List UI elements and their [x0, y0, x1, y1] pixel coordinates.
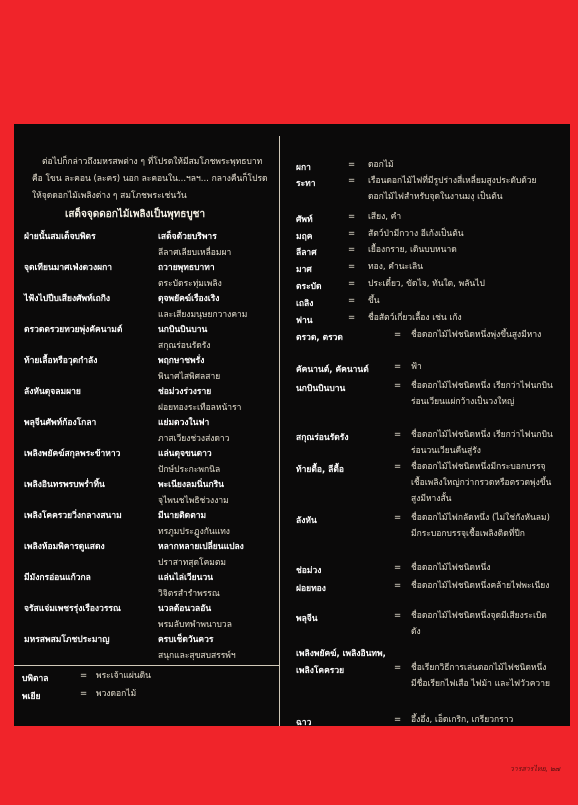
verse-second-half: แล่นดุจขนดาว — [158, 449, 212, 459]
verse-second-half: จุไพนชไพธิช่วงงาม — [158, 495, 229, 506]
verse-first-half: เพลิงโคครวยวิ่งกลางสนาม — [24, 511, 122, 521]
glossary-equals: = — [394, 381, 402, 391]
verse-first-half: จุดเทียนมาศเฟ่งดวงผกา — [24, 263, 112, 273]
verse-first-half: พลุจีนศัพท์ก้องโกลา — [24, 418, 97, 428]
verse-second-half: ครบเช็ดวันควร — [158, 635, 214, 645]
glossary-term: บพิตาล — [22, 674, 49, 684]
glossary-equals: = — [394, 330, 402, 340]
glossary-equals: = — [348, 296, 356, 306]
verse-second-half: สนุกและสุขสบสรรพ์ฯ — [158, 650, 236, 661]
glossary-term: เพลิงโคครวย — [296, 666, 345, 676]
glossary-definition: ชื่อดอกไม้ไฟกลัดหนึ่ง (ไม่ใช่กังหันลม) มีกระบอกบรรจุเชื้อเพลิงติดที่ปีก — [411, 513, 550, 539]
glossary-equals: = — [394, 611, 402, 621]
glossary-definition: ชื่อดอกไม้ไฟชนิดหนึ่ง เรียกว่าไฟนกบินร่อนวนเวียนคืนสู่รัง — [411, 430, 553, 456]
glossary-definition: ฟ้า — [411, 362, 422, 372]
glossary-definition: ชื่อดอกไม้ไฟชนิดหนึ่งคล้ายไฟพะเนียง — [411, 581, 550, 591]
glossary-term: เถลิง — [296, 299, 314, 309]
glossary-term: ศัพท์ — [296, 215, 313, 225]
left-glossary-divider — [14, 665, 279, 666]
glossary-equals: = — [394, 430, 402, 440]
glossary-term: ฝอยทอง — [296, 584, 326, 594]
glossary-definition: ชื่อสัตว์เกี่ยวเลื้อง เช่น เก้ง — [368, 313, 462, 323]
verse-first-half: เพลิงห้อมพิคารดูแสดง — [24, 542, 105, 552]
verse-second-half: นวลต้อนวลอัน — [158, 604, 212, 614]
verse-second-half: ลีลาศเลียบเหลื่อมผา — [158, 247, 232, 258]
glossary-definition: เสียง, คำ — [368, 212, 402, 222]
glossary-term: สกุณร่อนรัดรัง — [296, 433, 349, 443]
glossary-definition: ขึ้น — [368, 296, 380, 306]
glossary-term: ผกา — [296, 163, 311, 173]
glossary-equals: = — [394, 663, 402, 673]
glossary-equals: = — [348, 229, 356, 239]
verse-second-half: เสด็จด้วยบริพาร — [158, 232, 217, 242]
verse-first-half: ตรวดตรวยทวยพุ่งคัคนามต์ — [24, 325, 123, 335]
glossary-definition: ดอกไม้ — [368, 160, 394, 170]
glossary-term: ระทา — [296, 179, 316, 189]
glossary-definition: ประเดี๋ยว, ขัดไจ, ทันใด, พลันไป — [368, 279, 485, 289]
glossary-equals: = — [80, 689, 88, 699]
verse-second-half: แย่มดวงในฟา — [158, 418, 210, 428]
glossary-equals: = — [80, 671, 88, 681]
verse-second-half: ปราสาทสุดโคมตม — [158, 557, 226, 568]
verse-second-half: นกบินบินบาน — [158, 325, 208, 335]
glossary-term: เพลิงพยัคฆ์, เพลิงอินทพ, — [296, 649, 386, 659]
glossary-definition: อึ้งอึ่ง, เอ็ดเกริก, เกรียวกราว — [411, 715, 514, 725]
verse-second-half: มีนายติดตาม — [158, 511, 207, 521]
verse-second-half: ตระบัดระทุ่มเพลิง — [158, 278, 222, 289]
glossary-definition: ชื่อเรียกวิธีการเล่นดอกไม้ไฟชนิดหนึ่งมีชื่อเรียกไฟเสือ ไฟม้า และไฟวัวควาย — [411, 663, 550, 689]
glossary-equals: = — [394, 581, 402, 591]
verse-first-half: เพลิงพยัคฆ์สกุลพระข้าหาว — [24, 449, 121, 459]
glossary-definition: พระเจ้าแผ่นดิน — [96, 671, 151, 681]
glossary-equals: = — [394, 362, 402, 372]
glossary-term: ลังหัน — [296, 516, 317, 526]
section-heading: เสด็จจุดดอกไม้เพลิงเป็นพุทธบูชา — [65, 209, 206, 220]
glossary-equals: = — [348, 176, 356, 186]
glossary-term: นกบินบินบาน — [296, 384, 346, 394]
verse-second-half: ภาสเวียงช่วงส่งดาว — [158, 433, 230, 444]
glossary-equals: = — [348, 313, 356, 323]
glossary-term: คัคนานต์, คัคนานต์ — [296, 365, 369, 375]
verse-second-half: สกุณร่อนรัดรัง — [158, 340, 211, 351]
glossary-equals: = — [348, 245, 356, 255]
glossary-definition: ชื่อดอกไม้ไฟชนิดหนึ่งจุดมีเสียงระเบิดดัง — [411, 611, 547, 637]
glossary-definition: ชื่อดอกไม้ไฟชนิดหนึ่ง เรียกว่าไฟนกบินร่อนเวียนแผ่กว้างเป็นวงใหญ่ — [411, 381, 553, 407]
glossary-term: มาศ — [296, 265, 312, 275]
verse-first-half: มหรสพสมโภชประมาญ — [24, 635, 110, 645]
glossary-term: ตรวด, ตรวด — [296, 333, 343, 343]
verse-second-half: พินาศไสพิศลสาย — [158, 371, 221, 382]
verse-second-half: ดุจพยัคฆ์เรืองเริง — [158, 294, 220, 304]
glossary-definition: พวงดอกไม้ — [96, 689, 137, 699]
verse-second-half: หลากหลายเปลี่ยนแปลง — [158, 542, 244, 552]
verse-first-half: ฝ่ายนั้นสมเด็จบพิตร — [24, 232, 96, 242]
verse-first-half: ท้ายเลื้อหรือวุดกำลัง — [24, 356, 98, 366]
glossary-equals: = — [348, 279, 356, 289]
glossary-term: มฤค — [296, 232, 313, 242]
verse-second-half: แล่นไล่เวียนวน — [158, 573, 214, 583]
intro-paragraph: ต่อไปก็กล่าวถึงมหรสพต่าง ๆ ที่โปรดให้มีสมโภชพระพุทธบาท คือ โขน ละคอน (ละคร) นอก ละคอนใน...ฯลฯ... กลางคืนก็โปรดให้จุดดอกไม้เพลิงต่าง ๆ สมโภชพระเช่นวัน — [32, 157, 268, 201]
verse-second-half: และเสียงมนุษยกวางคาม — [158, 309, 248, 320]
verse-first-half: มีมังกรอ่อนแก้วกล — [24, 573, 91, 583]
verse-second-half: ช่อม่วงร่วงราย — [158, 387, 212, 397]
glossary-definition: เยื้องกราย, เดินบบหนาด — [368, 245, 457, 255]
glossary-equals: = — [348, 212, 356, 222]
glossary-term: พเยีย — [22, 692, 41, 702]
glossary-equals: = — [348, 262, 356, 272]
glossary-definition: ชื่อดอกไม้ไฟชนิดหนึ่งมีกระบอกบรรจุเชื้อเพลิงใหญ่กว่ากรวดหรือตรวดพุ่งขึ้นสูงมีหางสั้น — [411, 462, 552, 504]
verse-second-half: วิจิตรสำรำพรรณ — [158, 588, 220, 599]
verse-second-half: ฝอยทองระเทือลหน้ารา — [158, 402, 242, 413]
verse-second-half: พรมลับทพำพนาบวล — [158, 619, 232, 630]
verse-second-half: ถวายพุทธบาทา — [158, 263, 215, 273]
verse-first-half: จรัสแจ่มเพชรรุ่งเรืองวรรณ — [24, 604, 121, 614]
glossary-term: ฟาน — [296, 316, 313, 326]
verse-first-half: ไฟ้งไปปีบเสียงศัพท์เถกิง — [24, 294, 111, 304]
glossary-definition: ชื่อดอกไม้ไฟชนิดหนึ่งพุ่งขึ้นสูงมีหาง — [411, 330, 542, 340]
glossary-definition: เรือนดอกไม้ไฟที่มีรูปร่างสี่เหลี่ยมสูงประดับด้วยดอกไม้ไฟสำหรับจุดในงานมงุ เป็นต้น — [368, 176, 537, 202]
verse-first-half: ลังหันดุจลมผาย — [24, 387, 81, 397]
glossary-equals: = — [394, 462, 402, 472]
glossary-equals: = — [394, 563, 402, 573]
glossary-definition: สัตว์ป่ามีกวาง อีเก้งเป็นต้น — [368, 229, 464, 239]
verse-first-half: เพลิงอินทรพรบพร่ำทิ้น — [24, 480, 105, 490]
glossary-definition: ทอง, คำนะเลิน — [368, 262, 424, 272]
glossary-term: ท้ายตื้อ, ลีตื้อ — [296, 465, 345, 475]
glossary-equals: = — [348, 160, 356, 170]
column-divider — [279, 136, 280, 726]
page-footer: วารสารไทย, ๒๗ — [509, 765, 560, 773]
glossary-term: ลีลาศ — [296, 248, 317, 258]
verse-second-half: ทรภูมประฏูงกันแทง — [158, 526, 230, 537]
verse-second-half: พฤกษาชพรั่ง — [158, 356, 205, 366]
glossary-equals: = — [394, 513, 402, 523]
verse-second-half: ปักษ์ประกะพกนิล — [158, 464, 221, 475]
glossary-term: ตระบัด — [296, 282, 322, 292]
glossary-definition: ชื่อดอกไม้ไฟชนิดหนึ่ง — [411, 563, 491, 573]
glossary-equals: = — [394, 715, 402, 725]
glossary-term: ฉาว — [296, 718, 312, 728]
glossary-term: พลุจีน — [296, 614, 318, 624]
verse-second-half: พะเนียงลมนิ่นกริน — [158, 480, 224, 490]
glossary-term: ช่อม่วง — [296, 566, 322, 576]
